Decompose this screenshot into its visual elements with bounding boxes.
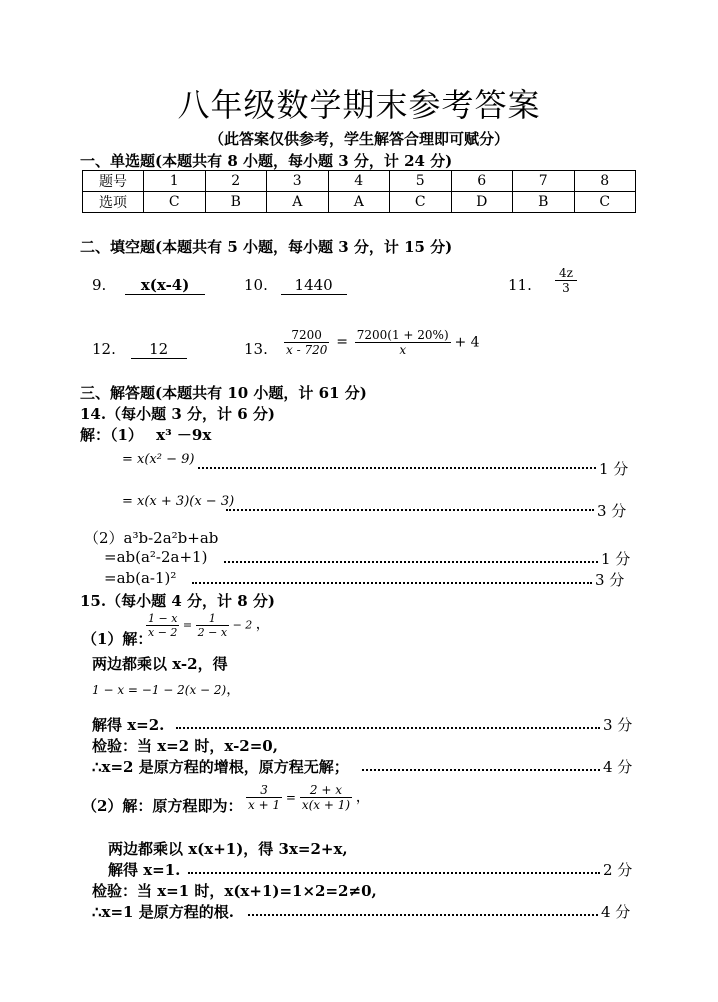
score-label: 3 分 — [597, 502, 627, 520]
punctuation: ， — [255, 616, 270, 633]
solution-step: 两边都乘以 x(x+1)，得 3x=2+x, — [108, 840, 348, 858]
dot-leader — [176, 726, 600, 729]
fraction-denominator: x - 720 — [286, 343, 328, 358]
dot-leader — [188, 871, 600, 874]
page-subtitle: （此答案仅供参考，学生解答合理即可赋分） — [208, 130, 509, 148]
equation: 1 − x = −1 − 2(x − 2) — [92, 683, 227, 697]
solution-step: = x(x² − 9) — [122, 452, 195, 467]
table-cell: 5 — [390, 171, 452, 192]
score-label: 4 分 — [601, 903, 631, 921]
q14-part2: （2）a³b-2a²b+ab — [84, 529, 219, 547]
solution-step: ∴x=2 是原方程的增根，原方程无解； — [92, 758, 349, 776]
table-cell: 3 — [267, 171, 329, 192]
table-row-label: 题号 — [83, 171, 144, 192]
score-label: 1 分 — [599, 460, 629, 478]
solution-step: 解得 x=1. — [108, 861, 181, 879]
question-12 — [92, 340, 187, 359]
question-10 — [244, 276, 347, 295]
q14-heading: 14.（每小题 3 分，计 6 分) — [80, 405, 275, 423]
section2-heading: 二、填空题(本题共有 5 小题，每小题 3 分，计 15 分) — [80, 238, 453, 256]
table-cell: 7 — [513, 171, 575, 192]
table-cell: B — [205, 192, 267, 213]
table-cell: C — [574, 192, 636, 213]
table-cell: B — [513, 192, 575, 213]
answer-table — [82, 170, 636, 213]
equation-tail: + 4 — [454, 334, 480, 351]
punctuation: ， — [226, 682, 241, 698]
equation — [246, 783, 370, 813]
equals-sign: = — [336, 334, 348, 351]
table-cell: C — [144, 192, 206, 213]
fraction-numerator: 7200 — [284, 328, 329, 343]
equals-sign: = — [182, 618, 193, 632]
question-number: 11. — [508, 276, 532, 294]
fraction-numerator: 1 — [196, 612, 229, 626]
answer-blank: 1440 — [281, 276, 347, 295]
score-label: 3 分 — [595, 571, 625, 589]
table-row — [83, 171, 636, 192]
dot-leader — [192, 581, 592, 584]
answer-fraction — [555, 266, 577, 296]
solution-step: ∴x=1 是原方程的根. — [92, 903, 234, 921]
question-number: 13. — [244, 340, 268, 358]
score-label: 1 分 — [601, 550, 631, 568]
question-13 — [244, 340, 268, 358]
question-9 — [92, 276, 205, 295]
question-number: 10. — [244, 276, 268, 294]
solution-step: =ab(a²-2a+1) — [104, 548, 208, 566]
section1-heading: 一、单选题(本题共有 8 小题，每小题 3 分，计 24 分) — [80, 152, 453, 170]
question-number: 9. — [92, 276, 107, 294]
answer-blank: 12 — [131, 340, 187, 359]
part-label: （1）解： — [82, 630, 153, 648]
score-label: 2 分 — [603, 861, 633, 879]
solution-step: 检验：当 x=2 时，x-2=0, — [92, 737, 278, 755]
solution-step: 解得 x=2. — [92, 716, 165, 734]
section3-heading: 三、解答题(本题共有 10 小题，计 61 分) — [80, 384, 367, 402]
score-label: 4 分 — [603, 758, 633, 776]
equation — [146, 612, 270, 639]
q14-part1 — [80, 424, 211, 445]
page-title: 八年级数学期末参考答案 — [177, 86, 541, 124]
dot-leader — [226, 508, 594, 511]
table-cell: A — [328, 192, 390, 213]
table-cell: D — [451, 192, 513, 213]
table-cell: 8 — [574, 171, 636, 192]
dot-leader — [248, 913, 598, 916]
fraction-denominator: x + 1 — [248, 798, 281, 813]
solution-step: 两边都乘以 x-2，得 — [92, 655, 228, 673]
answer-equation — [284, 328, 480, 358]
table-cell: 1 — [144, 171, 206, 192]
table-cell: C — [390, 192, 452, 213]
table-cell: 2 — [205, 171, 267, 192]
fraction-numerator: 7200(1 + 20%) — [356, 328, 449, 342]
equals-sign: = — [285, 790, 296, 805]
solution-step: 检验：当 x=1 时，x(x+1)=1×2=2≠0, — [92, 882, 377, 900]
fraction-denominator: 3 — [562, 281, 570, 296]
punctuation: ， — [355, 789, 370, 806]
dot-leader — [198, 466, 596, 469]
fraction-numerator: 4z — [555, 266, 577, 281]
dot-leader — [362, 768, 600, 771]
question-11 — [508, 276, 532, 294]
fraction-denominator: x(x + 1) — [301, 798, 351, 813]
part-label: 解：（1） — [80, 426, 143, 444]
equation-tail: − 2 — [232, 618, 253, 632]
fraction-numerator: 2 + x — [300, 783, 352, 798]
fraction-denominator: x − 2 — [148, 626, 178, 640]
dot-leader — [224, 560, 598, 563]
fraction-numerator: 3 — [246, 783, 282, 798]
table-cell: 6 — [451, 171, 513, 192]
question-number: 12. — [92, 340, 116, 358]
fraction-denominator: 2 − x — [197, 626, 228, 640]
table-cell: 4 — [328, 171, 390, 192]
score-label: 3 分 — [603, 716, 633, 734]
fraction-denominator: x — [399, 343, 407, 358]
solution-step: =ab(a-1)² — [104, 569, 177, 587]
table-row — [83, 192, 636, 213]
q15-heading: 15.（每小题 4 分，计 8 分) — [80, 592, 275, 610]
part-label: （2）解：原方程即为： — [82, 797, 243, 815]
solution-step — [92, 679, 240, 699]
solution-step: = x(x + 3)(x − 3) — [122, 494, 235, 509]
table-cell: A — [267, 192, 329, 213]
expression: x³ －9x — [156, 426, 212, 444]
answer-blank: x(x-4) — [125, 276, 205, 295]
fraction-numerator: 1 − x — [148, 612, 178, 625]
table-row-label: 选项 — [83, 192, 144, 213]
